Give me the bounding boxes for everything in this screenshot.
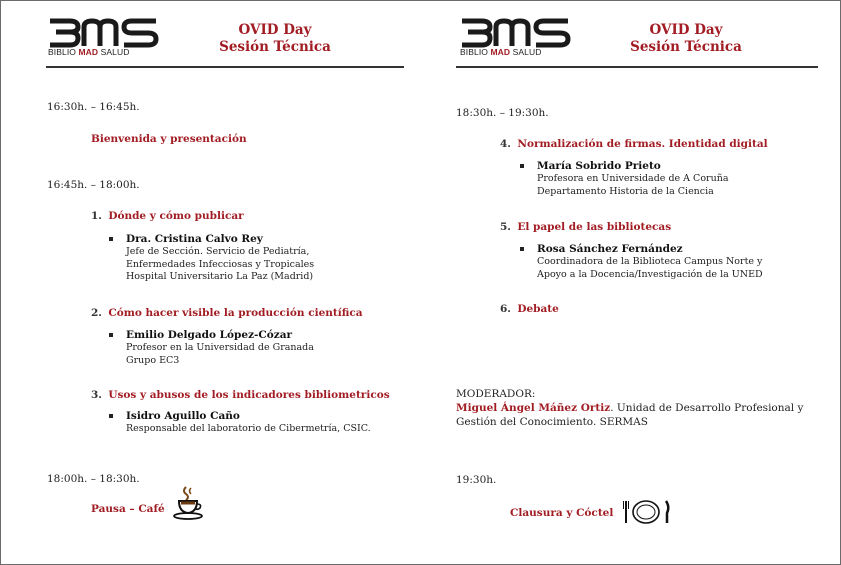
agenda-item-3: 3. Usos y abusos de los indicadores bibliometricos (91, 389, 390, 401)
header-divider (46, 66, 404, 68)
closing-label: Clausura y Cóctel (510, 507, 614, 519)
plate-cutlery-icon (622, 497, 674, 527)
bullet-icon (109, 414, 113, 418)
welcome-label: Bienvenida y presentación (91, 133, 247, 145)
time-slot: 19:30h. (456, 474, 497, 486)
bullet-icon (520, 164, 524, 168)
time-slot: 18:00h. – 18:30h. (47, 473, 140, 485)
time-slot: 16:45h. – 18:00h. (47, 179, 140, 191)
agenda-item-5: 5. El papel de las bibliotecas (500, 221, 672, 233)
right-page (420, 0, 841, 565)
time-slot: 18:30h. – 19:30h. (456, 107, 549, 119)
speaker-block: Isidro Aguillo Caño Responsable del laboratorio de Cibermetría, CSIC. (126, 410, 371, 436)
header-title: OVID Day Sesión Técnica (219, 22, 331, 55)
bms-logo-mark (460, 18, 572, 48)
bullet-icon (109, 237, 113, 241)
moderator-block: MODERADOR: Miguel Ángel Máñez Ortiz. Unidad de Desarrollo Profesional y Gestión del Conocimiento. SERMAS (456, 388, 804, 428)
biblio-madsalud-logo (460, 18, 580, 58)
left-page (0, 0, 420, 565)
bms-logo-mark (48, 18, 160, 48)
speaker-block: Dra. Cristina Calvo Rey Jefe de Sección. Servicio de Pediatría, Enfermedades Infecciosas y Tropicales Hospital Universitario La Paz (Madrid) (126, 233, 314, 284)
speaker-block: Emilio Delgado López-Cózar Profesor en la Universidad de Granada Grupo EC3 (126, 329, 314, 367)
header-divider (456, 66, 818, 68)
agenda-item-2: 2. Cómo hacer visible la producción científica (91, 307, 363, 319)
speaker-block: María Sobrido Prieto Profesora en Universidade de A Coruña Departamento Historia de la Ciencia (537, 160, 728, 198)
coffee-cup-icon (172, 485, 204, 521)
agenda-item-4: 4. Normalización de firmas. Identidad digital (500, 138, 768, 150)
logo-text: BIBLIO MAD SALUD (48, 47, 130, 57)
time-slot: 16:30h. – 16:45h. (47, 101, 140, 113)
bullet-icon (520, 247, 524, 251)
agenda-item-1: 1. Dónde y cómo publicar (91, 210, 244, 222)
biblio-madsalud-logo (48, 18, 168, 58)
coffee-break-label: Pausa – Café (91, 503, 165, 515)
agenda-item-6: 6. Debate (500, 303, 559, 315)
speaker-block: Rosa Sánchez Fernández Coordinadora de la Biblioteca Campus Norte y Apoyo a la Docencia/Investigación de la UNED (537, 243, 763, 281)
bullet-icon (109, 333, 113, 337)
logo-text: BIBLIO MAD SALUD (460, 47, 542, 57)
header-title: OVID Day Sesión Técnica (630, 22, 742, 55)
